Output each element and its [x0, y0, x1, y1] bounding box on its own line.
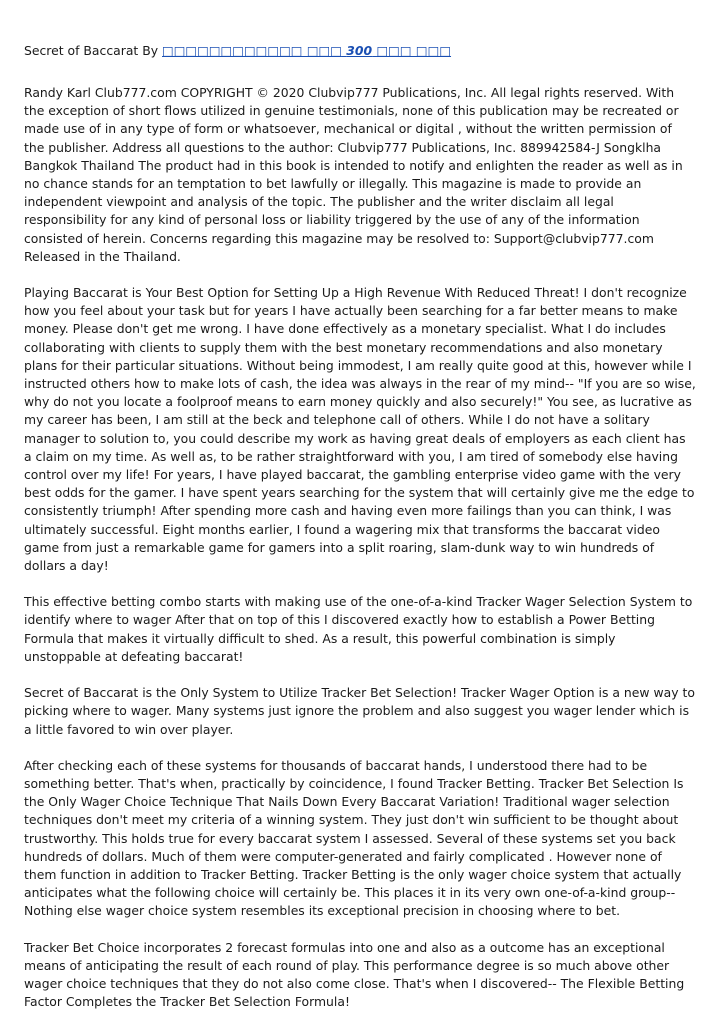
- title-link[interactable]: [162, 43, 451, 58]
- title-link-part-a: □□□□□□□□□□□□ □□□: [162, 43, 342, 58]
- title-prefix: Secret of Baccarat By: [24, 43, 159, 58]
- title-link-part-b: □□□ □□□: [376, 43, 452, 58]
- paragraph-tracker-choice: Tracker Bet Choice incorporates 2 forecast formulas into one and also as a outcome has an exceptional means of anticipating the result of each round of play. This performance degree is so much above other wager choice techniques that they do not also come close. That's when I discovered-- The Flexible Betting Factor Completes the Tracker Bet Selection Formula!: [24, 939, 685, 1010]
- paragraph-checking-systems: After checking each of these systems for thousands of baccarat hands, I understood there had to be something better. That's when, practically by coincidence, I found Tracker Betting. Tracker Bet Selection Is the Only Wager Choice Technique That Nails Down Every Baccarat Variation! Traditional wager selection techniques don't meet my criteria of a winning system. They just don't win sufficient to be thought about trustworthy. This holds true for every baccarat system I assessed. Several of these systems set you back hundreds of dollars. Much of them were computer-generated and fairly complicated . However none of them function in addition to Tracker Betting. Tracker Betting is the only wager choice system that actually anticipates what the following choice will certainly be. This places it in its very own one-of-a-kind group-- Nothing else wager choice system resembles its exceptional precision in choosing where to bet.: [24, 757, 684, 919]
- paragraph-tracker-selection: Secret of Baccarat is the Only System to Utilize Tracker Bet Selection! Tracker Wager Option is a new way to picking where to wager. Many systems just ignore the problem and also suggest you wager lender which is a little favored to win over player.: [24, 685, 695, 737]
- paragraph-intro: Playing Baccarat is Your Best Option for Setting Up a High Revenue With Reduced Threat! I don't recognize how you feel about your task but for years I have actually been searching for a far better means to make money. Please don't get me wrong. I have done effectively as a monetary specialist. What I do includes collaborating with clients to supply them with the best monetary recommendations and also monetary plans for their particular situations. Without being immodest, I am really quite good at this, however while I instructed others how to make lots of cash, the idea was always in the rear of my mind-- "If you are so wise, why do not you locate a foolproof means to earn money quickly and also securely!" You see, as lucrative as my career has been, I am still at the beck and telephone call of others. While I do not have a solitary manager to solution to, you could describe my work as having great deals of employers as each client has a claim on my time. As well as, to be rather straightforward with you, I am tired of somebody else having control over my life! For years, I have played baccarat, the gambling enterprise video game with the very best odds for the gamer. I have spent years searching for the system that will certainly give me the edge to consistently triumph! After spending more cash and having even more failings than you can think, I was ultimately successful. Eight months earlier, I found a wagering mix that transforms the baccarat video game from just a remarkable game for gamers into a split roaring, slam-dunk way to win hundreds of dollars a day!: [24, 285, 696, 574]
- paragraph-combo: This effective betting combo starts with making use of the one-of-a-kind Tracker Wager Selection System to identify where to wager After that on top of this I discovered exactly how to establish a Power Betting Formula that makes it virtually difficult to shed. As a result, this powerful combination is simply unstoppable at defeating baccarat!: [24, 594, 693, 664]
- document-title: [24, 42, 696, 60]
- title-link-number: 300: [346, 43, 373, 58]
- paragraph-copyright: Randy Karl Club777.com COPYRIGHT © 2020 Clubvip777 Publications, Inc. All legal rights reserved. With the exception of short flows utilized in genuine testimonials, none of this publication may be recreated or made use of in any type of form or whatsoever, mechanical or digital , without the written permission of the publisher. Address all questions to the author: Clubvip777 Publications, Inc. 889942584-J Songklha Bangkok Thailand The product had in this book is intended to notify and enlighten the reader as well as in no chance stands for an temptation to bet lawfully or illegally. This magazine is made to provide an independent viewpoint and analysis of the topic. The publisher and the writer disclaim all legal responsibility for any kind of personal loss or liability triggered by the use of any of the information consisted of herein. Concerns regarding this magazine may be resolved to: Support@clubvip777.com Released in the Thailand.: [24, 85, 683, 264]
